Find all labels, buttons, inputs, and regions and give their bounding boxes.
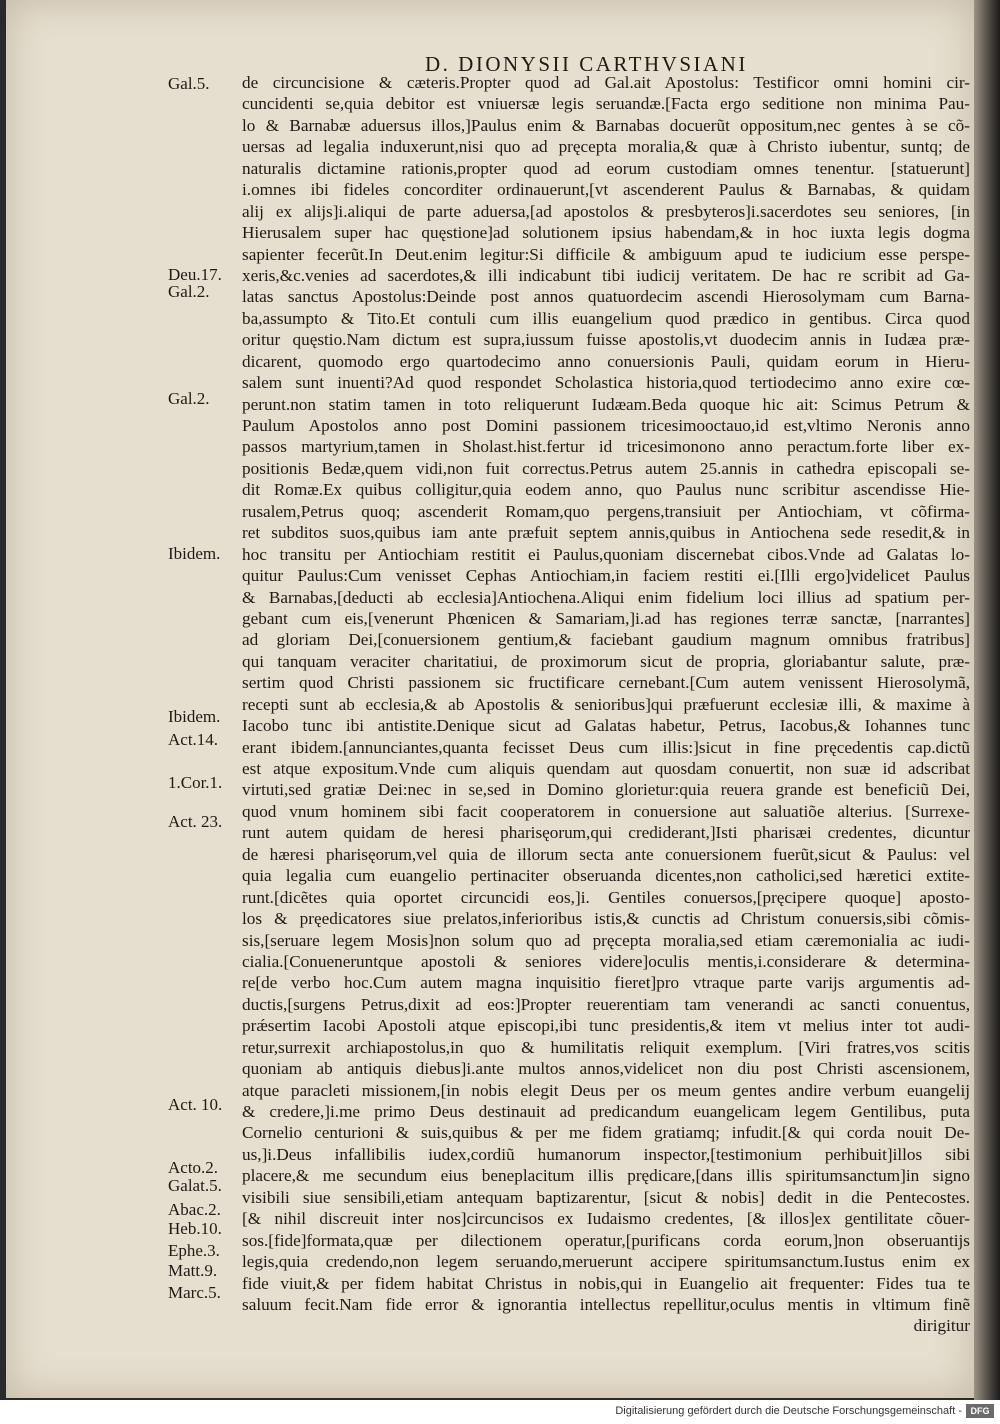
text-line: cuncidenti se,quia debitor est vniuersæ legis seruandæ.[Facta ergo seditione non minima Pau- [242,94,970,114]
margin-note: Deu.17. [168,265,222,284]
text-line: ret subditos suos,quibus iam ante præfuit septem annis,quibus in Antiochena sede resedit,& in [242,523,970,543]
text-line: legis,quia credendo,non legem seruando,meruerunt accipere spiritumsanctum.Iustus enim ex [242,1252,970,1272]
margin-note: Act. 23. [168,812,223,831]
text-line: sos.[fide]formata,quæ per dilectionem operatur,[purificans corda eorum,]non obseruantijs [242,1230,970,1250]
text-line: de circuncisione & cæteris.Propter quod ad Gal.ait Apostolus: Testificor omni homini cir- [242,73,970,92]
margin-note: Ibidem. [168,544,221,563]
text-line: re[de verbo hoc.Cum autem magna inquisitio fieret]pro vtraque parte varijs argumentis ad- [242,973,970,993]
catchword: dirigitur [913,1316,970,1336]
text-line: ad gloriam Dei,[conuersionem gentium,& faciebant gaudium magnum omnibus fratribus] [242,630,970,650]
text-line: quod vnum hominem sibi facit cooperatorem in conuersione aut saluatiõe alterius. [Surrexe- [242,801,970,821]
margin-note: Act.14. [168,730,219,749]
text-line: los & pręedicatores siue prelatos,inferioribus istis,& cunctis ad Christum conuersis,sibi cõmis- [242,909,970,929]
text-line: & credere,]i.me primo Deus destinauit ad predicandum euangelicam legem Gentilibus, puta [242,1102,970,1121]
text-line: fide viuit,& per fidem habitat Christus in nobis,qui in Euangelio ait frequenter: Fides tua te [242,1273,970,1293]
text-line: i.omnes ibi fideles concorditer ordinauerunt,[vt ascenderent Paulus & Barnabas, & quidam [242,180,970,200]
text-line: passos martyrium,tamen in Sholast.hist.fertur id tricesimonono anno peractum.forte liber ex- [242,437,970,457]
text-line: salem sunt inuenti?Ad quod respondet Scholastica historia,quod tertiodecimo anno exire cœ- [242,373,970,393]
text-line: uersas ad legalia induxerunt,nisi quo ad pręcepta moralia,& quæ à Christo iubentur, suntq; de [242,137,970,157]
margin-note: Marc.5. [168,1283,221,1302]
text-line: ba,assumpto & Tito.Et contuli cum illis euangelium quod prædico in gentibus. Circa quod [242,308,970,328]
text-line: & Barnabas,[deducti ab ecclesia]Antiochena.Aliqui enim fidelium loci illius ad spatium per- [242,587,970,607]
book-edge [974,0,1000,1400]
margin-note: Matt.9. [168,1261,218,1280]
text-line: naturalis dictamine rationis,propter quod ad eorum custodiam omnes tenentur. [statuerunt] [242,158,970,178]
margin-note: Abac.2. [168,1200,221,1219]
text-line: recepti sunt ab ecclesia,& ab Apostolis & senioribus]qui præfuerunt ecclesiæ illi, & maxime à [242,694,970,714]
text-line: atque paracleti missionem,[in nobis elegit Deus per os meum gentes andire verbum euangelij [242,1080,970,1100]
margin-note: Gal.2. [168,389,210,408]
text-line: de hæresi pharisęorum,vel quia de illorum secta ante conuersionem fuerũt,sicut & Paulus: vel [242,844,970,864]
text-line: prǽsertim Iacobi Apostoli atque episcopi,ibi tunc presidentis,& item vt melius inter tot audi- [242,1016,970,1036]
text-line: quia legalia cum euangelio pertinaciter obseruanda dicentes,non catholici,sed hæretici extite- [242,866,970,886]
margin-note: 1.Cor.1. [168,773,223,792]
text-line: dit Romæ.Ex quibus colligitur,quia eodem anno, quo Paulus nunc scribitur ascendisse Hie- [242,480,970,500]
footer-bar [0,1400,1000,1424]
text-line: latas sanctus Apostolus:Deinde post annos quatuordecim ascendi Hierosolymam cum Barna- [242,287,970,307]
text-line: runt.[dicẽtes quia oportet circuncidi eos,]i. Gentiles conuersos,[pręcipere quoque] aposto- [242,887,970,907]
text-line: Paulum Apostolos anno post Domini passionem tricesimooctauo,id est,vltimo Neronis anno [242,416,970,435]
margin-note: Acto.2. [168,1158,219,1177]
text-line: positionis Bedæ,quem vidi,non fuit correctus.Petrus autem 25.annis in cathedra episcopali se- [242,458,970,478]
text-line: saluum fecit.Nam fide error & ignorantia intellectus repellitur,oculus mentis in vltimum finẽ [242,1294,970,1314]
margin-note: Heb.10. [168,1219,222,1238]
text-line: Hierusalem super hac quęstione]ad solutionem ipsius habendam,& in hoc iuxta legis dogma [242,223,970,243]
text-line: quoniam ab antiquis diebus]i.ante multos annos,videlicet non diu post Christi ascensionem, [242,1059,970,1079]
text-line: sertim quod Christi passionem sic fructificare cernebant.[Cum autem venissent Hierosolymã, [242,673,970,693]
text-line: [& nihil discreuit inter nos]circuncisos ex Iudaismo credentes, [& illos]ex gentilitate cõuer- [242,1209,970,1229]
text-line: lo & Barnabæ aduersus illos,]Paulus enim & Barnabas docuerũt oppositum,nec gentes à se cõ- [242,115,970,135]
text-line: Cornelio centurioni & suis,quibus & per me fidem gratiamq; infudit.[& qui corda nouit De- [242,1123,970,1143]
margin-note: Gal.2. [168,282,210,301]
text-line: dicarent, quomodo ergo quartodecimo anno conuersionis Pauli, quidam eorum in Hieru- [242,351,970,371]
text-line: erant ibidem.[annunciantes,quanta fecisset Deus cum illis:]sicut in fine pręcedentis cap.dictũ [242,737,970,757]
margin-note: Act. 10. [168,1095,223,1114]
text-line: hoc transitu per Antiochiam restitit ei Paulus,quoniam discernebat cibos.Vnde ad Galatas lo- [242,544,970,564]
text-line: xeris,&c.venies ad sacerdotes,& illi indicabunt tibi iudicij veritatem. De hac re scribit ad Ga- [242,265,970,285]
text-line: visibili siue sensibili,etiam antequam baptizarentur, [sicut & nobis] dedit in die Pentecostes. [242,1187,970,1207]
text-line: ductis,[surgens Petrus,dixit ad eos:]Propter reuerentiam tam venerandi ac sancti conuentus, [242,994,970,1014]
text-line: us,]i.Deus infallibilis iudex,cordiũ humanorum inspector,[testimonium perhibuit]illos sibi [242,1144,970,1164]
margin-note: Galat.5. [168,1176,222,1195]
text-line: Iacobo tunc ibi antistite.Denique sicut ad Galatas habetur, Petrus, Iacobus,& Iohannes tunc [242,716,970,736]
margin-note: Gal.5. [168,74,210,93]
funding-notice: Digitalisierung gefördert durch die Deutsche Forschungsgemeinschaft - [615,1405,962,1417]
body-text [242,72,970,1337]
text-line: qui tanquam veraciter charitatiui, de proximorum sicut de propria, gloriabantur salute, præ- [242,651,970,671]
text-line: quitur Paulus:Cum venisset Cephas Antiochiam,in faciem restiti ei.[Illi ergo]videlicet Paulus [242,566,970,586]
margin-note: Ibidem. [168,707,221,726]
text-line: alij ex alijs]i.aliqui de parte aduersa,[ad apostolos & presbyteros]i.sacerdotes seu seniores, [in [242,201,970,221]
margin-note: Ephe.3. [168,1241,220,1260]
text-line: cialia.[Conueneruntque apostoli & seniores videre]oculis mentis,i.considerare & determina- [242,951,970,971]
text-line: sis,[seruare legem Mosis]non solum quo ad pręcepta moralia,sed etiam cæremonialia ac iudi- [242,930,970,950]
text-line: rusalem,Petrus quoq; ascenderit Romam,quo pergens,transiuit per Antiochiam, vt cõfirma- [242,501,970,521]
dfg-logo: DFG [966,1404,994,1418]
text-line: runt autem quidam de heresi pharisęorum,qui crediderant,]Isti pharisæi credentes, dicuntur [242,823,970,843]
text-line: perunt.non statim tamen in toto reliquerunt Iudæam.Beda quoque hic ait: Scimus Petrum & [242,394,970,414]
text-line: gebant cum eis,[venerunt Phœnicen & Samariam,]i.ad has regiones terræ sanctæ, [narrantes] [242,608,970,628]
text-line: oritur quęstio.Nam dictum est supra,iussum fuisse apostolis,vt duodecim annis in Iudæa præ- [242,330,970,350]
text-line: virtuti,sed gratiæ Dei:nec in se,sed in Domino glorietur:quia reuera grande est beneficiũ Dei, [242,780,970,800]
text-line: est atque expositum.Vnde cum aliquis quendam aut quosdam conuertit, non suæ id adscribat [242,759,970,778]
running-header: D. DIONYSII CARTHVSIANI [425,52,748,76]
text-line: sapienter fecerũt.In Deut.enim legitur:Si difficile & ambiguum apud te iudicium esse perspe- [242,244,970,264]
text-line: placere,& me secundum eius beneplacitum illis prędicare,[dans illis spiritumsanctum]in signo [242,1166,970,1186]
text-line: retur,surrexit archiapostolus,in quo & humilitatis reliquit exemplum. [Viri fratres,vos scitis [242,1037,970,1057]
